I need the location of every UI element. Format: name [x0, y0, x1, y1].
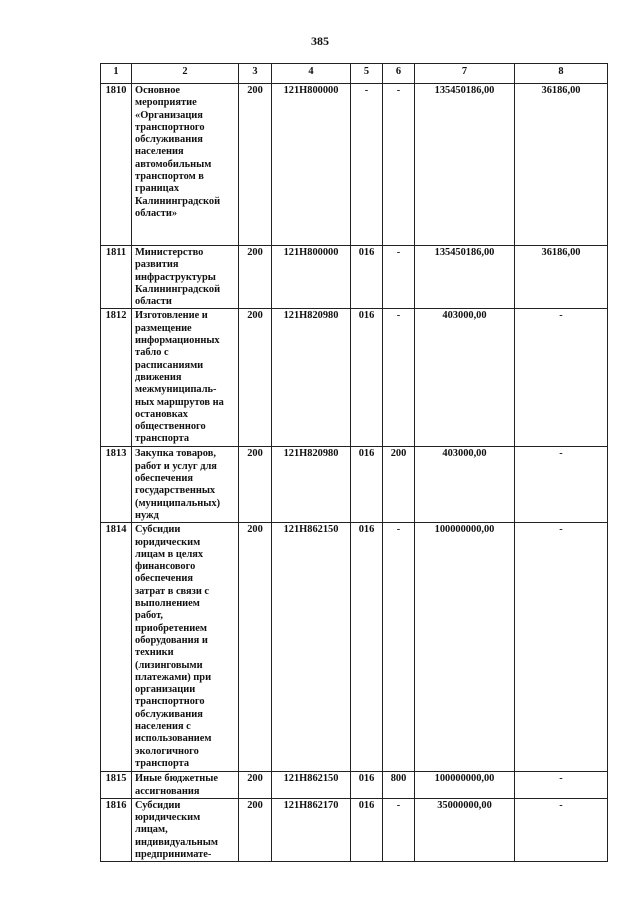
- row-name: Министерство развития инфраструктуры Калининградской области: [132, 246, 239, 309]
- row-code: 1811: [101, 246, 132, 309]
- row-code: 1816: [101, 798, 132, 861]
- row-col6: -: [383, 523, 415, 772]
- row-name: Субсидии юридическим лицам в целях финансового обеспечения затрат в связи с выполнением работ, приобретением оборудования и техники (лизинговыми платежами) при организации транспортного обслуживания населения с использованием экологичного транспорта: [132, 523, 239, 772]
- table-row: [101, 309, 608, 447]
- row-col3: 200: [239, 772, 272, 799]
- row-col8: -: [515, 798, 608, 861]
- row-col6: 800: [383, 772, 415, 799]
- column-header: 8: [515, 64, 608, 84]
- row-col6: 200: [383, 447, 415, 523]
- row-col5: 016: [351, 798, 383, 861]
- row-col7: 135450186,00: [415, 84, 515, 246]
- row-col3: 200: [239, 523, 272, 772]
- row-code: 1813: [101, 447, 132, 523]
- row-col7: 403000,00: [415, 309, 515, 447]
- row-col8: 36186,00: [515, 84, 608, 246]
- row-code: 1812: [101, 309, 132, 447]
- row-col4: 121Н862150: [272, 772, 351, 799]
- row-col7: 100000000,00: [415, 523, 515, 772]
- row-col3: 200: [239, 798, 272, 861]
- row-code: 1810: [101, 84, 132, 246]
- row-col3: 200: [239, 309, 272, 447]
- row-col5: 016: [351, 523, 383, 772]
- page-number: 385: [311, 34, 329, 48]
- row-col4: 121Н862150: [272, 523, 351, 772]
- row-col4: 121Н800000: [272, 84, 351, 246]
- row-name: Иные бюджетные ассигнования: [132, 772, 239, 799]
- table-row: [101, 84, 608, 246]
- table-row: [101, 246, 608, 309]
- table-header-row: [101, 64, 608, 84]
- row-col8: -: [515, 772, 608, 799]
- row-col5: 016: [351, 772, 383, 799]
- row-name: Субсидии юридическим лицам, индивидуальным предпринимате-: [132, 798, 239, 861]
- table-row: [101, 772, 608, 799]
- row-col7: 35000000,00: [415, 798, 515, 861]
- row-col4: 121Н800000: [272, 246, 351, 309]
- row-col4: 121Н820980: [272, 309, 351, 447]
- row-col4: 121Н862170: [272, 798, 351, 861]
- row-col3: 200: [239, 246, 272, 309]
- row-col5: 016: [351, 447, 383, 523]
- column-header: 5: [351, 64, 383, 84]
- row-col7: 135450186,00: [415, 246, 515, 309]
- row-col7: 100000000,00: [415, 772, 515, 799]
- row-col8: -: [515, 309, 608, 447]
- row-col7: 403000,00: [415, 447, 515, 523]
- row-col5: -: [351, 84, 383, 246]
- column-header: 6: [383, 64, 415, 84]
- row-name: Закупка товаров, работ и услуг для обеспечения государственных (муниципальных) нужд: [132, 447, 239, 523]
- row-name: Изготовление и размещение информационных табло с расписаниями движения межмуниципаль- ных маршрутов на остановках общественного транспорта: [132, 309, 239, 447]
- row-code: 1815: [101, 772, 132, 799]
- row-col3: 200: [239, 84, 272, 246]
- row-col5: 016: [351, 309, 383, 447]
- row-col6: -: [383, 309, 415, 447]
- row-name: Основное мероприятие «Организация транспортного обслуживания населения автомобильным транспортом в границах Калининградской области»: [132, 84, 239, 246]
- row-col6: -: [383, 798, 415, 861]
- row-col6: -: [383, 246, 415, 309]
- column-header: 2: [132, 64, 239, 84]
- column-header: 7: [415, 64, 515, 84]
- row-col5: 016: [351, 246, 383, 309]
- row-col4: 121Н820980: [272, 447, 351, 523]
- row-col3: 200: [239, 447, 272, 523]
- row-code: 1814: [101, 523, 132, 772]
- table-row: [101, 447, 608, 523]
- column-header: 3: [239, 64, 272, 84]
- row-col8: 36186,00: [515, 246, 608, 309]
- row-col8: -: [515, 523, 608, 772]
- table-row: [101, 798, 608, 861]
- budget-table: [100, 63, 608, 862]
- row-col8: -: [515, 447, 608, 523]
- row-col6: -: [383, 84, 415, 246]
- column-header: 1: [101, 64, 132, 84]
- table-row: [101, 523, 608, 772]
- column-header: 4: [272, 64, 351, 84]
